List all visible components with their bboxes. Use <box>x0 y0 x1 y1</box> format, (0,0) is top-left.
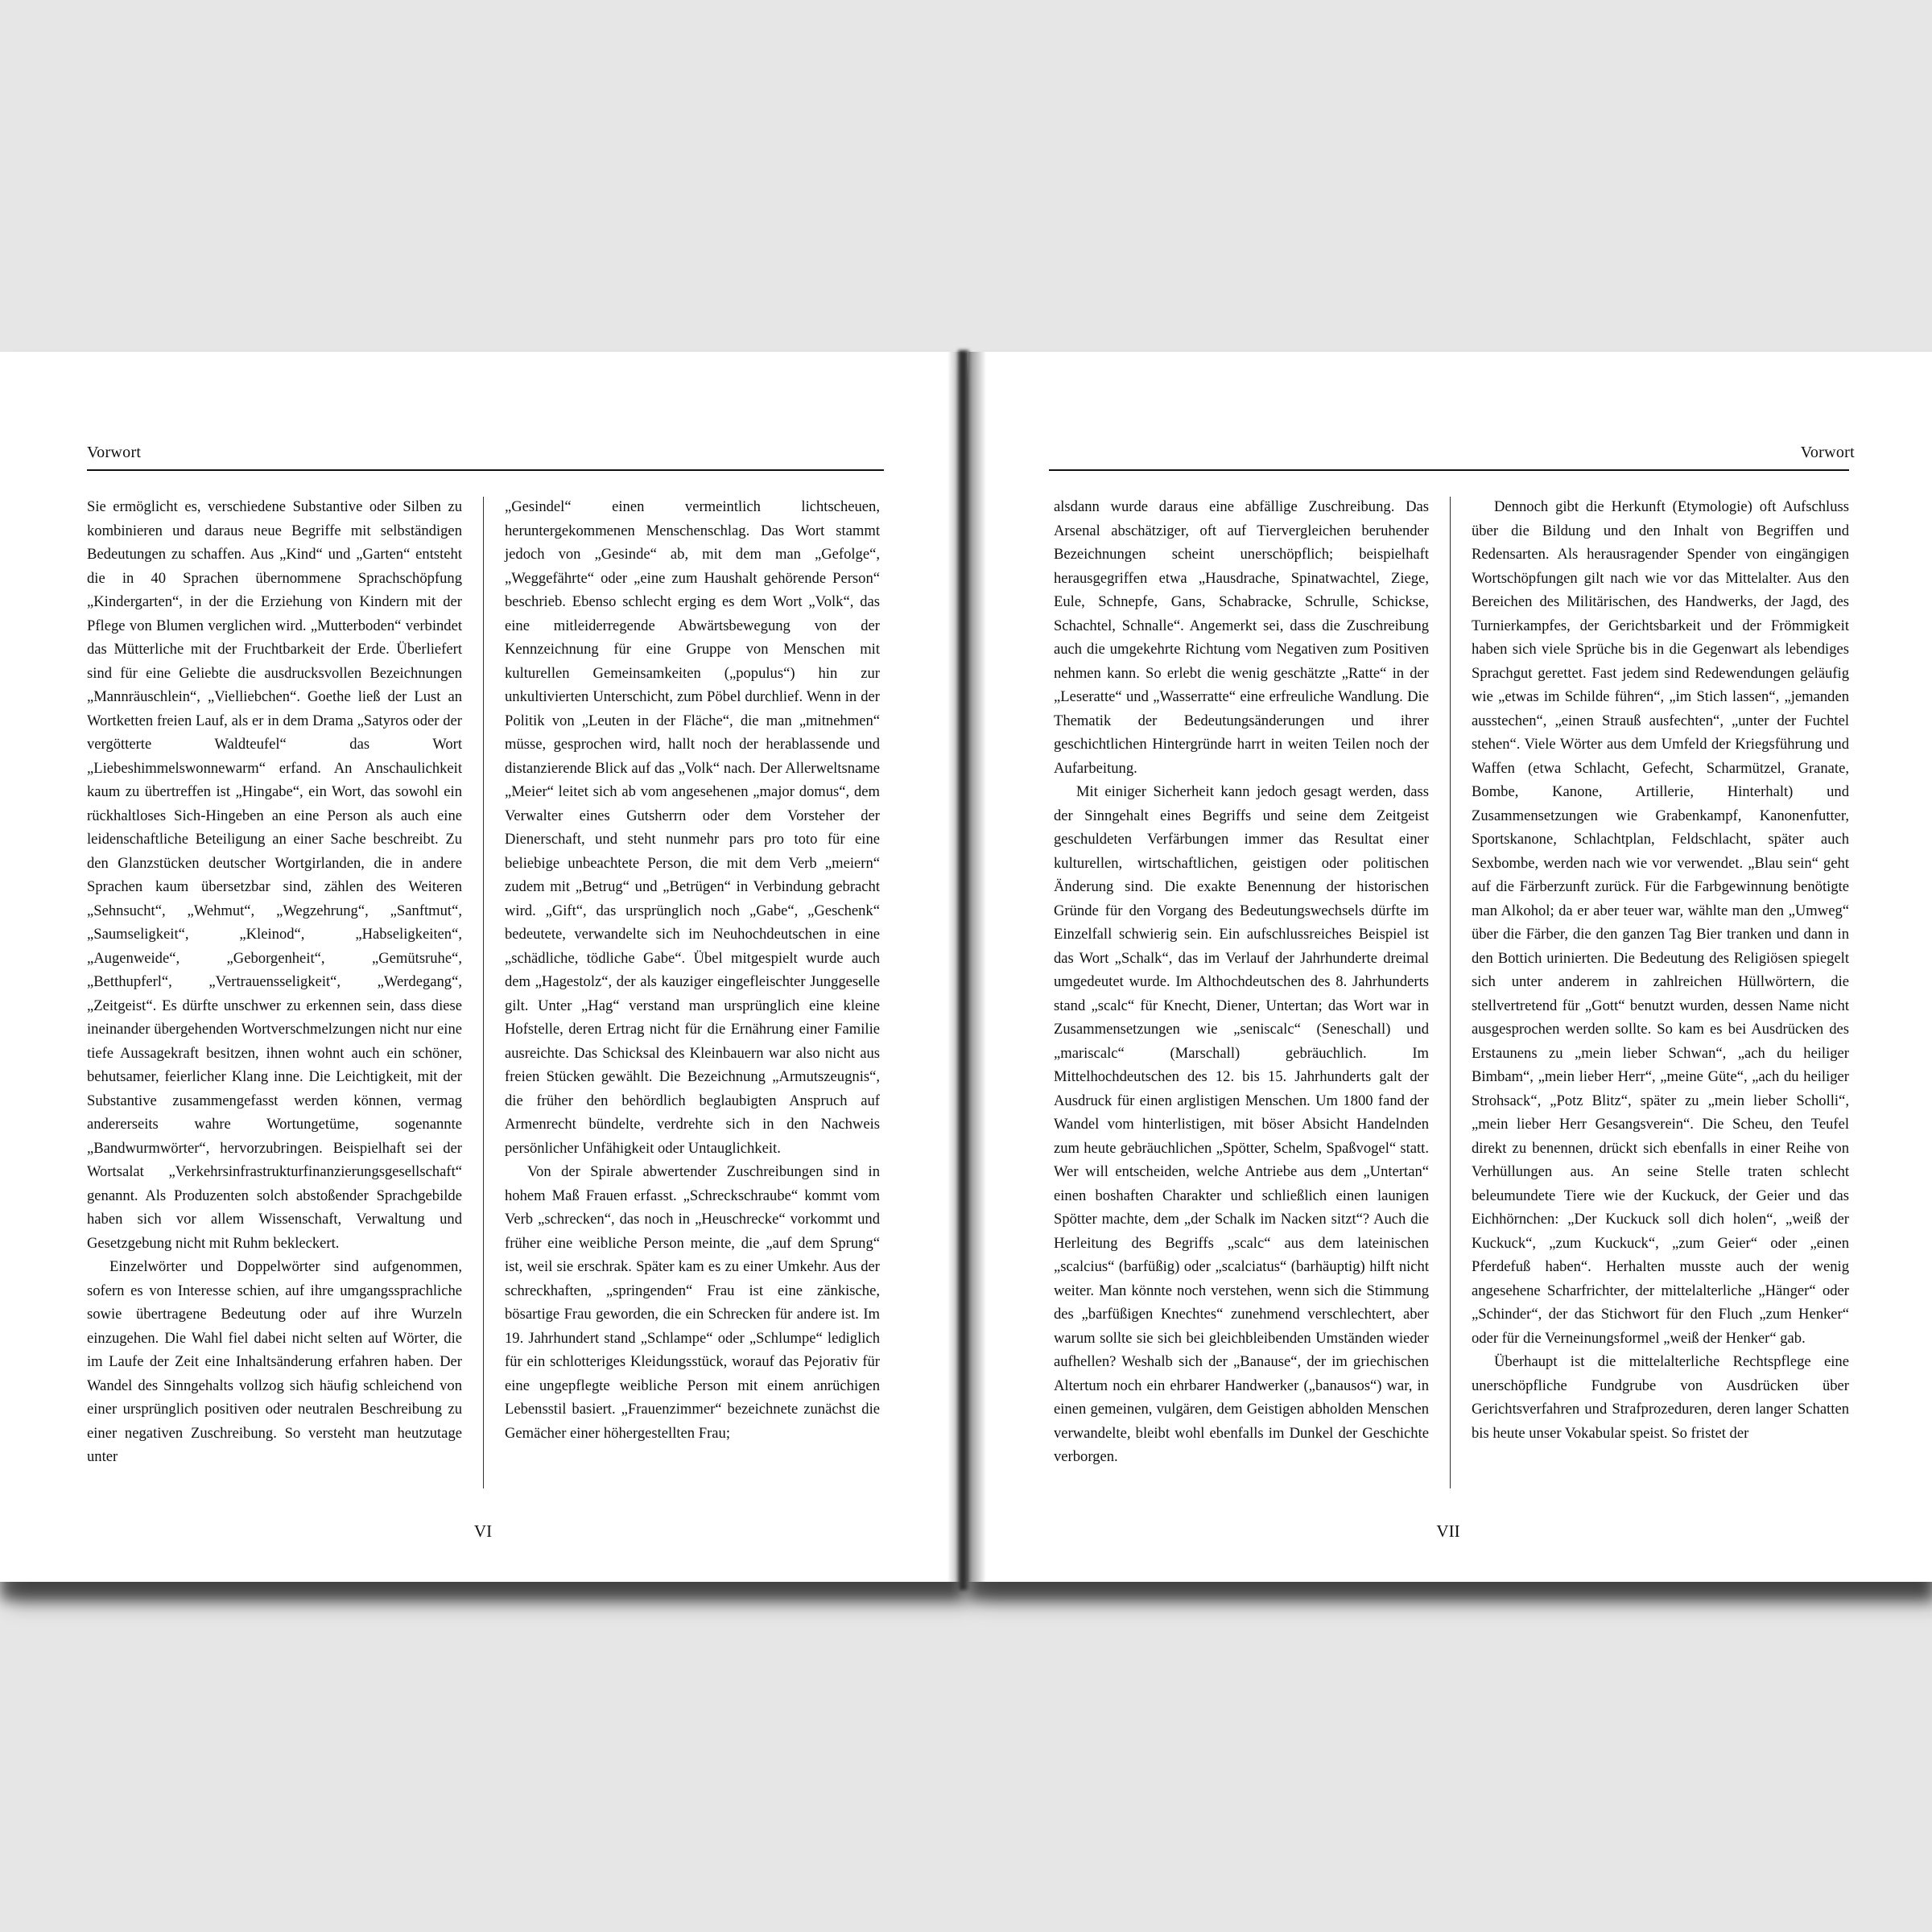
text-column-1 <box>1054 495 1429 1469</box>
paragraph: Überhaupt ist die mittelalterliche Rechtspflege eine unerschöpfliche Fundgrube von Ausdrücken über Gerichtsverfahren und Strafprozeduren, deren langer Schatten bis heute unser Vokabular speist. So fristet der <box>1472 1353 1849 1442</box>
paragraph: Einzelwörter und Doppelwörter sind aufgenommen, sofern es von Interesse schien, auf ihre umgangssprachliche sowie übertragene Bedeutung oder auf ihre Wurzeln einzugehen. Die Wahl fiel dabei nicht selten auf Wörter, die im Laufe der Zeit eine Inhaltsänderung erfahren haben. Der Wandel des Sinngehalts vollzog sich häufig schleichend von einer ursprünglich positiven oder neutralen Beschreibung zu einer negativen Zuschreibung. So versteht man heutzutage unter <box>87 1258 462 1465</box>
page-number: VII <box>1436 1521 1460 1541</box>
paragraph: Mit einiger Sicherheit kann jedoch gesagt werden, dass der Sinngehalt eines Begriffs und seine dem Zeitgeist geschuldeten Verfärbungen immer das Resultat einer kulturellen, wirtschaftlichen, geistigen oder politischen Änderung sind. Die exakte Benennung der historischen Gründe für den Vorgang des Bedeutungswechsels dürfte im Einzelfall schwierig sein. Ein aufschlussreiches Beispiel ist das Wort „Schalk“, das im Verlauf der Jahrhunderte dreimal umgedeutet wurde. Im Althochdeutschen des 8. Jahrhunderts stand „scalc“ für Knecht, Diener, Untertan; das Wort war in Zusammensetzungen wie „seniscalc“ (Seneschall) und „mariscalc“ (Marschall) gebräuchlich. Im Mittelhochdeutschen des 12. bis 15. Jahrhunderts galt der Ausdruck für einen arglistigen Menschen. Um 1800 fand der Wandel vom hinterlistigen, mit böser Absicht Handelnden zum heute gebräuchlichen „Spötter, Schelm, Spaßvogel“ statt. Wer will entscheiden, welche Antriebe aus dem „Untertan“ einen boshaften Charakter und schließlich einen launigen Spötter machte, dem „der Schalk im Nacken sitzt“? Auch die Herleitung des Begriffs „scalc“ aus dem lateinischen „scalcius“ (barfüßig) oder „scalciatus“ (barhäuptig) hilft nicht weiter. Man könnte noch verstehen, wenn sich die Stimmung des „barfüßigen Knechtes“ zunehmend verschlechtert, aber warum sollte sie sich bei gleichbleibenden Umständen wieder aufhellen? Weshalb sich der „Banause“, der im griechischen Altertum noch ein ehrbarer Handwerker („banausos“) war, in einen gemeinen, vulgären, dem Geistigen abholden Menschen verwandelte, bleibt wohl ebenfalls im Dunkel der Geschichte verborgen. <box>1054 783 1429 1465</box>
running-head: Vorwort <box>1800 444 1855 461</box>
left-page <box>0 352 962 1582</box>
paragraph: Sie ermöglicht es, verschiedene Substantive oder Silben zu kombinieren und daraus neue Begriffe mit selbständigen Bedeutungen zu schaffen. Aus „Kind“ und „Garten“ entsteht die in 40 Sprachen übernommene Sprachschöpfung „Kindergarten“, in der die Erziehung von Kindern mit der Pflege von Blumen verglichen wird. „Mutterboden“ verbindet das Mütterliche mit der Fruchtbarkeit der Erde. Überliefert sind für eine Geliebte die ausdrucksvollen Bezeichnungen „Mannräuschlein“, „Vielliebchen“. Goethe ließ der Lust an Wortketten freien Lauf, als er in dem Drama „Satyros oder der vergötterte Waldteufel“ das Wort „Liebeshimmelswonnewarm“ erfand. An Anschaulichkeit kaum zu übertreffen ist „Hingabe“, ein Wort, das sowohl ein rückhaltloses Sich-Hingeben an eine Person als auch eine leidenschaftliche Beteiligung an einer Sache beschreibt. Zu den Glanzstücken deutscher Wortgirlanden, die in andere Sprachen kaum übersetzbar sind, zählen des Weiteren „Sehnsucht“, „Wehmut“, „Wegzehrung“, „Sanftmut“, „Saumseligkeit“, „Kleinod“, „Habseligkeiten“, „Augenweide“, „Geborgenheit“, „Gemütsruhe“, „Betthupferl“, „Vertrauensseligkeit“, „Werdegang“, „Zeitgeist“. Es dürfte unschwer zu erkennen sein, dass diese ineinander übergehenden Wortverschmelzungen nicht nur eine tiefe Aussagekraft besitzen, ihnen wohnt auch ein schöner, behutsamer, feierlicher Klang inne. Die Leichtigkeit, mit der Substantive zusammengefasst werden können, vermag andererseits wahre Wortungetüme, sogenannte „Bandwurmwörter“, hervorzubringen. Beispielhaft sei der Wortsalat „Verkehrsinfrastrukturfinanzierungsgesellschaft“ genannt. Als Produzenten solch abstoßender Sprachgebilde haben sich vor allem Wissenschaft, Verwaltung und Gesetzgebung nicht mit Ruhm bekleckert. <box>87 498 462 1252</box>
paragraph: „Gesindel“ einen vermeintlich lichtscheuen, heruntergekommenen Menschenschlag. Das Wort stammt jedoch von „Gesinde“ ab, mit dem man „Gefolge“, „Weggefährte“ oder „eine zum Haushalt gehörende Person“ beschrieb. Ebenso schlecht erging es dem Wort „Volk“, das eine mitleiderregende Abwärtsbewegung von der Kennzeichnung für eine Gruppe von Menschen mit kulturellen Gemeinsamkeiten („populus“) hin zur unkultivierten Unterschicht, zum Pöbel durchlief. Wenn in der Politik von „Leuten in der Fläche“, die man „mitnehmen“ müsse, gesprochen wird, hallt noch der herablassende und distanzierende Blick auf das „Volk“ nach. Der Allerweltsname „Meier“ leitet sich ab vom angesehenen „major domus“, dem Verwalter eines Gutsherrn oder dem Vorsteher der Dienerschaft, und steht nunmehr pars pro toto für eine beliebige unbeachtete Person, die mit dem Verb „meiern“ zudem mit „Betrug“ und „Betrügen“ in Verbindung gebracht wird. „Gift“, das ursprünglich noch „Gabe“, „Geschenk“ bedeutete, verwandelte sich im Neuhochdeutschen in eine „schädliche, tödliche Gabe“. Übel mitgespielt wurde auch dem „Hagestolz“, der als kauziger eingefleischter Junggeselle gilt. Unter „Hag“ verstand man ursprünglich eine kleine Hofstelle, deren Ertrag nicht für die Ernährung einer Familie ausreichte. Das Schicksal des Kleinbauern war also nicht aus freien Stücken gewählt. Die Bezeichnung „Armutszeugnis“, die früher den behördlich beglaubigten Anspruch auf Armenrecht bündelte, verdrehte sich in den Nachweis persönlicher Unfähigkeit oder Untauglichkeit. <box>505 498 880 1157</box>
paragraph: Von der Spirale abwertender Zuschreibungen sind in hohem Maß Frauen erfasst. „Schreckschraube“ kommt vom Verb „schrecken“, das noch in „Heuschrecke“ vorkommt und früher eine weibliche Person meinte, die „auf dem Sprung“ ist, weil sie erschrak. Später kam es zu einer Umkehr. Aus der schreckhaften, „springenden“ Frau ist eine zänkische, bösartige Frau geworden, die ein Schrecken für andere ist. Im 19. Jahrhundert stand „Schlampe“ oder „Schlumpe“ lediglich für ein schlotteriges Kleidungsstück, worauf das Pejorativ für eine ungepflegte weibliche Person mit einem anrüchigen Lebensstil basiert. „Frauenzimmer“ bezeichnete zunächst die Gemächer einer höhergestellten Frau; <box>505 1163 880 1442</box>
paragraph: alsdann wurde daraus eine abfällige Zuschreibung. Das Arsenal abschätziger, oft auf Tiervergleichen beruhender Bezeichnungen scheint unerschöpflich; beispielhaft herausgegriffen etwa „Hausdrache, Spinatwachtel, Ziege, Eule, Schnepfe, Gans, Schabracke, Schrulle, Schickse, Schachtel, Schnalle“. Angemerkt sei, dass die Zuschreibung auch die umgekehrte Richtung vom Negativen zum Positiven nehmen kann. So erlebt die wenig geschätzte „Ratte“ in der „Leseratte“ und „Wasserratte“ eine erfreuliche Wandlung. Die Thematik der Bedeutungsänderungen und ihrer geschichtlichen Hintergründe harrt in weiten Teilen noch der Aufarbeitung. <box>1054 498 1429 777</box>
running-head: Vorwort <box>87 444 142 461</box>
right-page <box>968 352 1932 1582</box>
header-rule <box>1049 469 1849 471</box>
book-spread <box>0 352 1932 1582</box>
page-number: VI <box>473 1521 493 1541</box>
text-column-2 <box>1472 495 1849 1445</box>
paragraph: Dennoch gibt die Herkunft (Etymologie) oft Aufschluss über die Bildung und den Inhalt von Begriffen und Redensarten. Als herausragender Spender von eingängigen Wortschöpfungen gilt nach wie vor das Mittelalter. Aus den Bereichen des Militärischen, des Handwerks, der Jagd, des Turnierkampfes, der Gerichtsbarkeit und der Frömmigkeit haben sich viele Sprüche bis in die Gegenwart als lebendiges Sprachgut gerettet. Fast jedem sind Redewendungen geläufig wie „etwas im Schilde führen“, „im Stich lassen“, „jemanden ausstechen“, „einen Strauß ausfechten“, „unter der Fuchtel stehen“. Viele Wörter aus dem Umfeld der Kriegsführung und Waffen (etwa Schlacht, Gefecht, Scharmützel, Granate, Bombe, Kanone, Artillerie, Hinterhalt) und Zusammensetzungen wie Grabenkampf, Kanonenfutter, Sportskanone, Schlachtplan, Feldschlacht, später auch Sexbombe, werden nach wie vor verwendet. „Blau sein“ geht auf die Färberzunft zurück. Für die Farbgewinnung benötigte man Alkohol; da er aber teuer war, wählte man den „Umweg“ über die Färber, die den ganzen Tag Bier tranken und dann in den Bottich urinierten. Die Bedeutung des Religiösen spiegelt sich unter anderem in zahlreichen Hüllwörtern, die stellvertretend für „Gott“ benutzt wurden, dessen Name nicht ausgesprochen werden sollte. So kam es bei Ausdrücken des Erstaunens zu „mein lieber Schwan“, „ach du heiliger Bimbam“, „mein lieber Herr“, „meine Güte“, „ach du heiliger Strohsack“, „Potz Blitz“, später zu „mein lieber Scholli“, „mein lieber Herr Gesangsverein“. Die Scheu, den Teufel direkt zu benennen, drückt sich ebenfalls in einer Reihe von Verhüllungen aus. An seine Stelle traten schlecht beleumundete Tiere wie der Kuckuck, der Geier und das Eichhörnchen: „Der Kuckuck soll dich holen“, „weiß der Kuckuck“, „zum Kuckuck“, „zum Geier“ oder „einen Pferdefuß haben“. Herhalten musste auch der wenig angesehene Scharfrichter, der mittelalterliche „Hänger“ oder „Schinder“, der das Stichwort für den Fluch „zum Henker“ oder für die Verneinungsformel „weiß der Henker“ gab. <box>1472 498 1849 1347</box>
book-gutter <box>958 350 969 1590</box>
header-rule <box>87 469 884 471</box>
text-column-2 <box>505 495 880 1445</box>
column-divider <box>483 497 484 1488</box>
text-column-1 <box>87 495 462 1469</box>
column-divider <box>1450 497 1451 1488</box>
